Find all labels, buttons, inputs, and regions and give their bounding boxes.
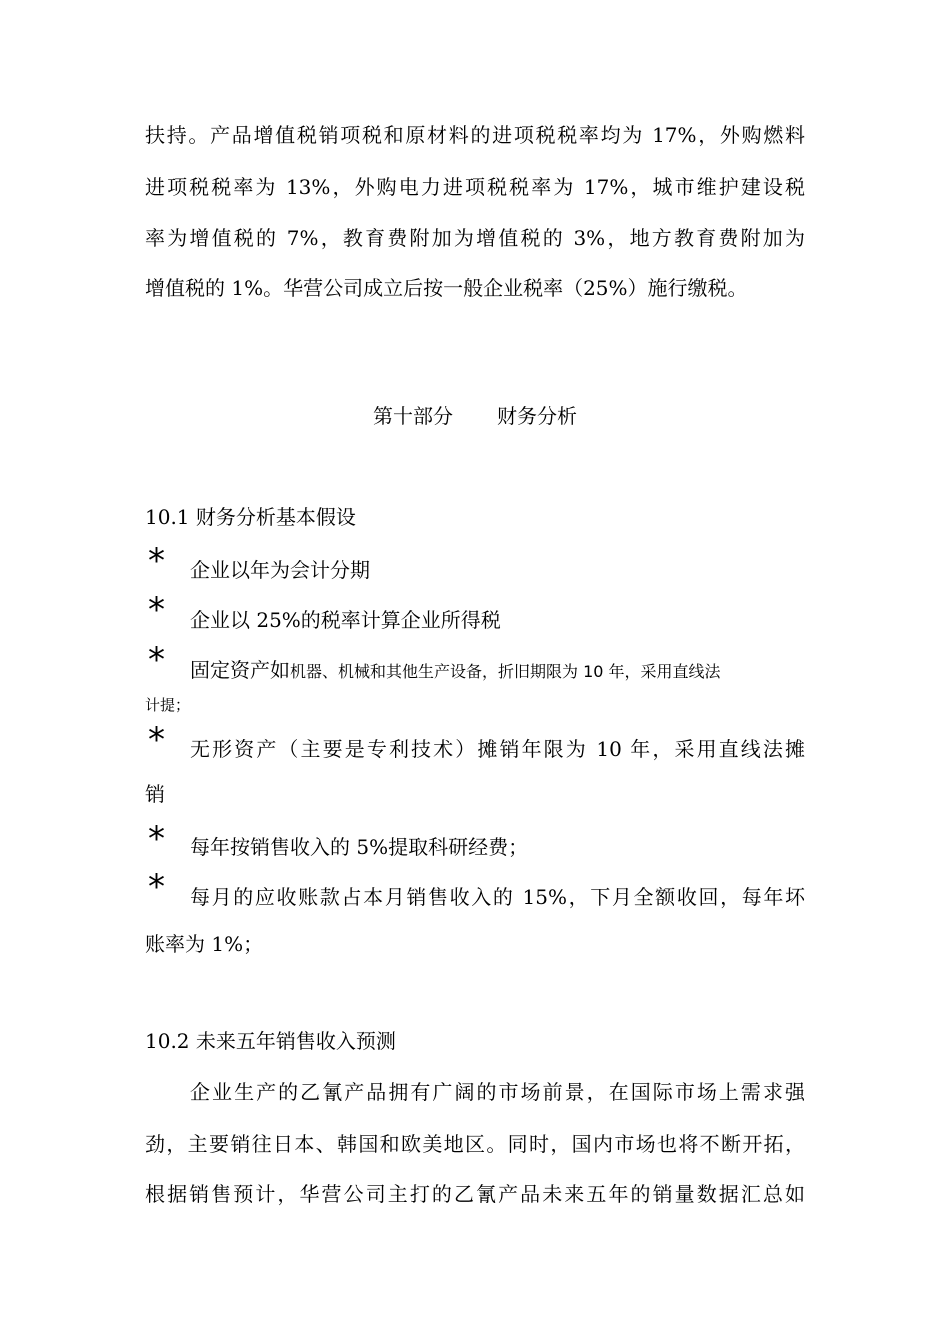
list-item-continuation: 销 [145,782,165,806]
paragraph-line: 率为增值税的 7%，教育费附加为增值税的 3%，地方教育费附加为 [145,226,805,250]
list-item: 企业以年为会计分期 [190,558,370,582]
asterisk-bullet-icon: * [148,867,165,907]
section-part-label: 第十部分 [373,404,453,428]
paragraph-line: 企业生产的乙氰产品拥有广阔的市场前景，在国际市场上需求强 [190,1080,805,1104]
paragraph-line: 增值税的 1%。华营公司成立后按一般企业税率（25%）施行缴税。 [145,276,748,300]
paragraph-line: 劲，主要销往日本、韩国和欧美地区。同时，国内市场也将不断开拓， [145,1132,805,1156]
asterisk-bullet-icon: * [148,819,165,859]
asterisk-bullet-icon: * [148,541,165,581]
list-item-continuation: 账率为 1%； [145,932,264,956]
list-item: 每月的应收账款占本月销售收入的 15%，下月全额收回，每年坏 [190,885,805,909]
paragraph-line: 扶持。产品增值税销项税和原材料的进项税税率均为 17%，外购燃料 [145,123,805,147]
list-item-continuation: 计提； [145,696,191,714]
list-item: 无形资产（主要是专利技术）摊销年限为 10 年，采用直线法摊 [190,737,805,761]
heading-10-2: 10.2 未来五年销售收入预测 [145,1029,396,1053]
heading-10-1: 10.1 财务分析基本假设 [145,505,356,529]
asterisk-bullet-icon: * [148,590,165,630]
paragraph-line: 进项税税率为 13%，外购电力进项税税率为 17%，城市维护建设税 [145,175,805,199]
paragraph-line: 根据销售预计，华营公司主打的乙氰产品未来五年的销量数据汇总如 [145,1182,805,1206]
list-item: 企业以 25%的税率计算企业所得税 [190,608,501,632]
asterisk-bullet-icon: * [148,720,165,760]
list-item: 每年按销售收入的 5%提取科研经费； [190,835,529,859]
section-name-label: 财务分析 [497,404,577,428]
list-item-text: 固定资产如 [190,658,290,682]
list-item [190,658,721,684]
asterisk-bullet-icon: * [148,640,165,680]
section-title [0,404,950,428]
list-item-text-small: 机器、机械和其他生产设备，折旧期限为 10 年，采用直线法 [290,662,721,681]
